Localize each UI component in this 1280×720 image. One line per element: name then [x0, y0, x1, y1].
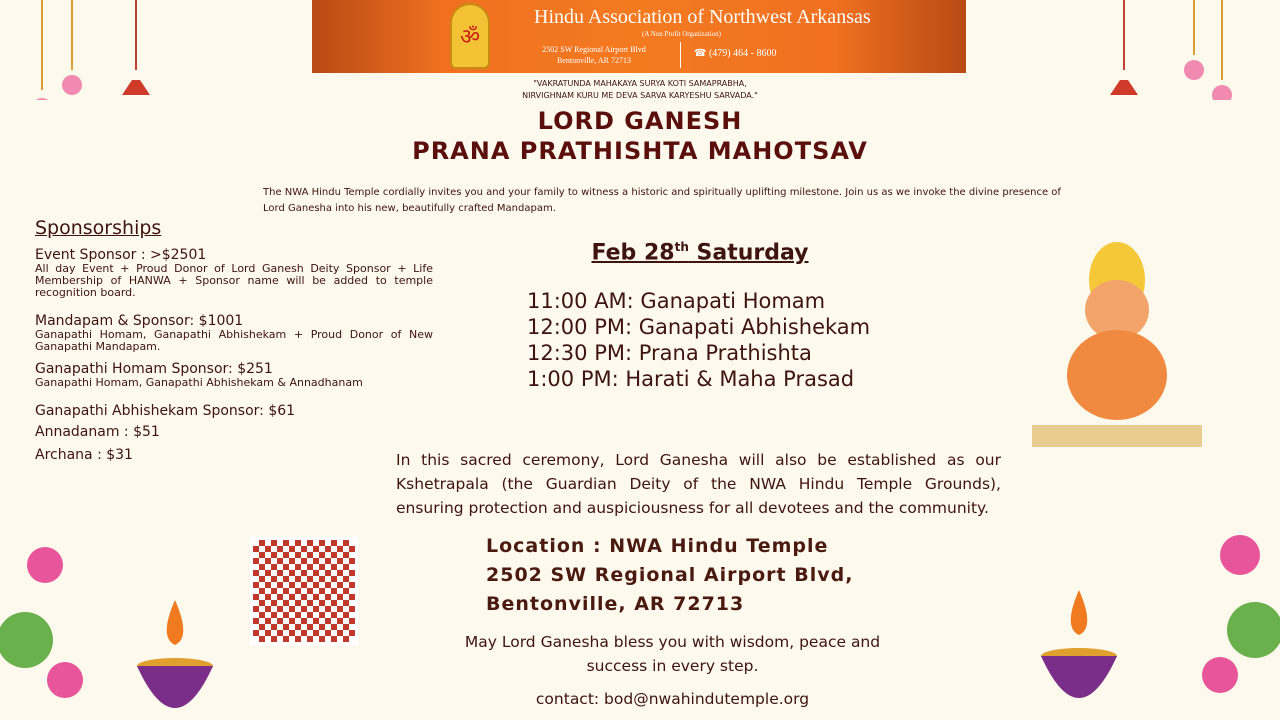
date-weekday: Saturday	[696, 240, 809, 266]
schedule-item: 11:00 AM: Ganapati Homam	[527, 289, 826, 313]
tier-title: Annadanam : $51	[35, 424, 160, 440]
tier-title: Event Sponsor : >$2501	[35, 247, 207, 263]
title-line: LORD GANESH	[537, 107, 743, 135]
quote-line: NIRVIGHNAM KURU ME DEVA SARVA KARYESHU SARVADA."	[522, 91, 758, 100]
location	[486, 532, 853, 619]
tier-desc: Ganapathi Homam, Ganapathi Abhishekam + Proud Donor of New Ganapathi Mandapam.	[35, 328, 433, 353]
phone	[694, 48, 776, 59]
quote-line: "VAKRATUNDA MAHAKAYA SURYA KOTI SAMAPRABHA,	[533, 79, 747, 88]
diya-lamp-icon	[1040, 590, 1118, 700]
ganesha-idol-image	[1032, 240, 1202, 450]
tier-title: Mandapam & Sponsor: $1001	[35, 313, 244, 329]
org-subtitle: (A Non Profit Organization)	[642, 30, 721, 38]
sponsor-tier	[35, 247, 433, 299]
location-line: 2502 SW Regional Airport Blvd,	[486, 564, 854, 586]
title-line: PRANA PRATHISHTA MAHOTSAV	[412, 137, 868, 165]
intro-text: The NWA Hindu Temple cordially invites you and your family to witness a historic and spiritually uplifting milestone. Join us as we invoke the divine presence of Lord Ganesha into his new, beautifully crafted Mandapam.	[263, 187, 1061, 214]
tier-title: Ganapathi Abhishekam Sponsor: $61	[35, 403, 296, 419]
phone-number: (479) 464 - 8600	[708, 48, 777, 59]
org-name: Hindu Association of Northwest Arkansas	[534, 6, 871, 28]
date-suffix: th	[674, 240, 689, 254]
sponsorships-section	[35, 217, 433, 463]
schedule-item: 12:30 PM: Prana Prathishta	[527, 341, 812, 365]
qr-code[interactable]	[250, 537, 358, 645]
header-banner	[312, 0, 966, 73]
diya-lamp-icon	[136, 600, 214, 710]
schedule-item: 12:00 PM: Ganapati Abhishekam	[527, 315, 871, 339]
hanwa-logo: ॐ	[450, 3, 490, 69]
sponsor-tier	[35, 361, 433, 389]
schedule-item: 1:00 PM: Harati & Maha Prasad	[527, 367, 855, 391]
tier-title: Archana : $31	[35, 447, 133, 463]
phone-icon: ☎	[694, 48, 709, 59]
event-title	[0, 106, 1280, 166]
sponsorships-heading: Sponsorships	[35, 217, 162, 239]
sponsor-tier	[35, 313, 433, 353]
ceremony-paragraph: In this sacred ceremony, Lord Ganesha will also be established as our Kshetrapala (the Guardian Deity of the NWA Hindu Temple Grounds), ensuring protection and auspiciousness for all devotees and the community.	[396, 451, 1001, 517]
divider	[680, 42, 681, 68]
address-line: Bentonville, AR 72713	[557, 56, 631, 65]
date-day: Feb 28	[591, 240, 675, 266]
blessing-text: May Lord Ganesha bless you with wisdom, peace and success in every step.	[464, 633, 881, 675]
contact-email[interactable]: contact: bod@nwahindutemple.org	[535, 690, 810, 708]
tier-desc: All day Event + Proud Donor of Lord Ganesh Deity Sponsor + Life Membership of HANWA + Sponsor name will be added to temple recognition board.	[35, 262, 433, 299]
mantra-quote	[0, 78, 1280, 102]
lotus-flowers-icon	[0, 540, 95, 720]
address-line: 2502 SW Regional Airport Blvd	[542, 45, 646, 54]
tier-title: Ganapathi Homam Sponsor: $251	[35, 361, 273, 377]
location-line: Bentonville, AR 72713	[486, 593, 745, 615]
lotus-flowers-icon	[1185, 530, 1280, 720]
tier-desc: Ganapathi Homam, Ganapathi Abhishekam & Annadhanam	[35, 376, 363, 389]
banner-address	[534, 44, 654, 66]
event-date	[560, 240, 840, 265]
schedule	[527, 288, 870, 392]
location-line: Location : NWA Hindu Temple	[486, 535, 829, 557]
